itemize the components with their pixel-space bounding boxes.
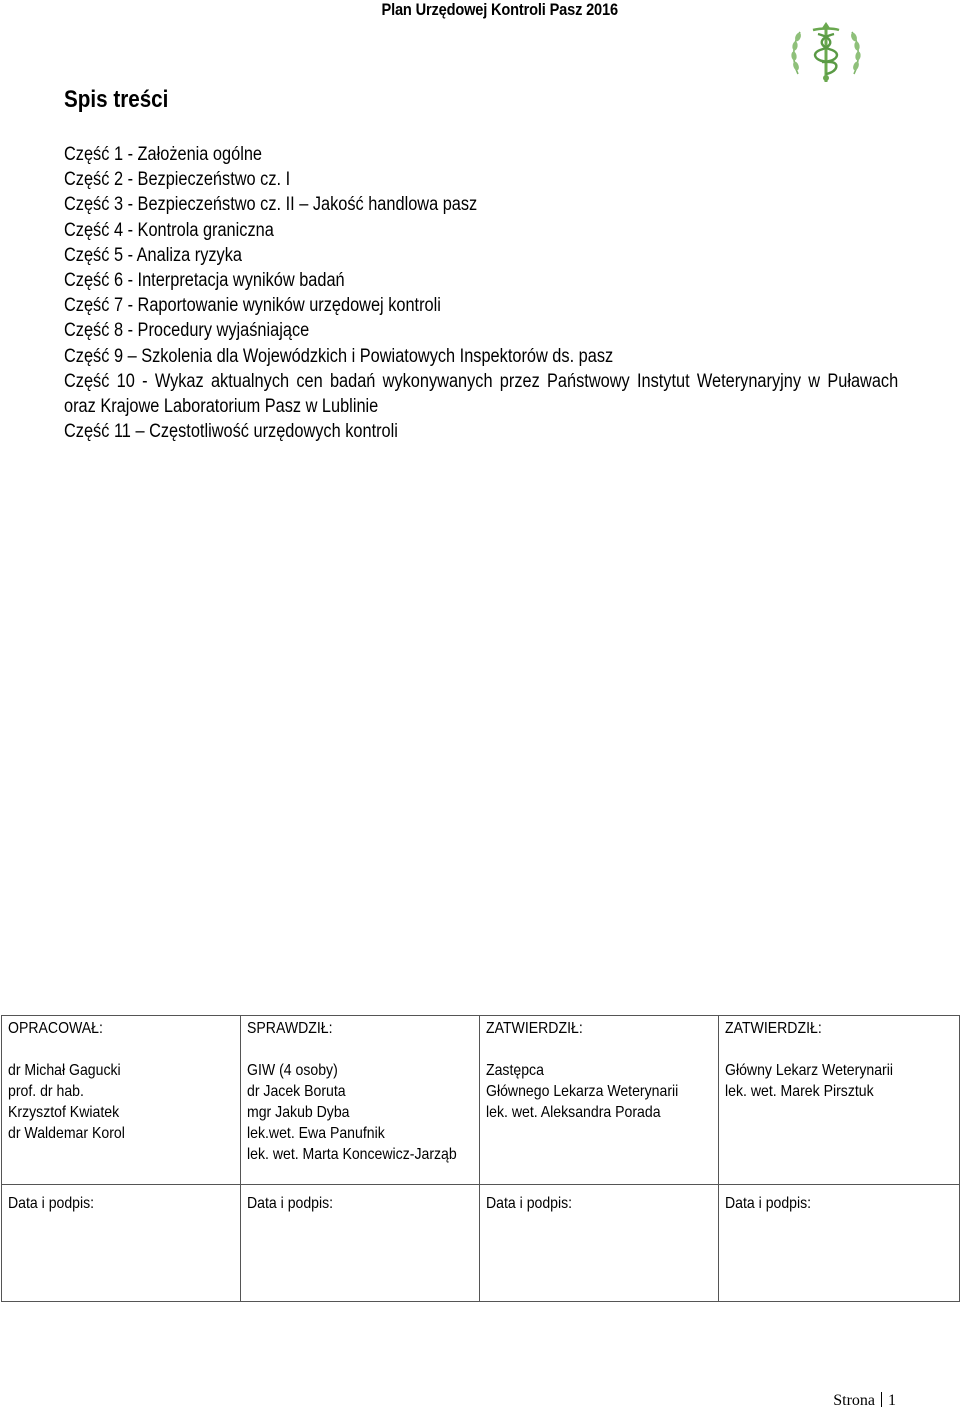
role-label: SPRAWDZIŁ: [247,1020,333,1037]
toc-item: Część 5 - Analiza ryzyka [64,244,242,266]
signature-cell-checked [241,1016,480,1185]
toc-item: Część 10 - Wykaz aktualnych cen badań wykonywanych przez Państwowy Instytut Weterynaryjny w Puławach oraz Krajowe Laboratorium Pasz w Lublinie [64,370,899,418]
toc-item: Część 4 - Kontrola graniczna [64,219,274,241]
signature-cell-approved-deputy [480,1016,719,1185]
signatory-name: lek.wet. Ewa Panufnik [247,1125,385,1142]
signatory-name: dr Michał Gagucki [8,1062,121,1079]
toc-item: Część 3 - Bezpieczeństwo cz. II – Jakość handlowa pasz [64,194,478,216]
footer-separator [881,1392,882,1407]
toc-item: Część 8 - Procedury wyjaśniające [64,320,310,342]
signature-table [1,1015,960,1302]
toc-item: Część 9 – Szkolenia dla Wojewódzkich i Powiatowych Inspektorów ds. pasz [64,345,614,367]
signatory-name: GIW (4 osoby) [247,1062,338,1079]
veterinary-caduceus-emblem [788,18,864,88]
signature-cell-approved-chief [719,1016,960,1185]
signatory-name: dr Waldemar Korol [8,1125,125,1142]
toc-item: Część 1 - Założenia ogólne [64,144,263,165]
signatory-name: lek. wet. Marta Koncewicz-Jarząb [247,1146,457,1163]
signatory-names [725,1060,954,1102]
signature-roles-row [2,1016,960,1185]
signatory-name: Główny Lekarz Weterynarii [725,1062,893,1079]
date-signature-cell [719,1185,960,1302]
date-signature-cell [2,1185,241,1302]
signatory-name: lek. wet. Marek Pirsztuk [725,1083,874,1100]
toc-item: Część 11 – Częstotliwość urzędowych kontroli [64,421,398,443]
signatory-name: dr Jacek Boruta [247,1083,346,1100]
role-label: ZATWIERDZIŁ: [486,1020,583,1037]
date-signature-label: Data i podpis: [8,1195,95,1212]
signatory-name: Zastępca [486,1062,544,1079]
role-label: OPRACOWAŁ: [8,1020,103,1037]
signature-date-row [2,1185,960,1302]
page-label: Strona [833,1392,875,1409]
date-signature-label: Data i podpis: [247,1195,334,1212]
toc-item: Część 6 - Interpretacja wyników badań [64,270,345,292]
table-of-contents [64,142,958,444]
role-label: ZATWIERDZIŁ: [725,1020,822,1037]
page-number-footer [833,1392,896,1410]
signatory-names [486,1060,715,1123]
signatory-name: Głównego Lekarza Weterynarii [486,1083,679,1100]
date-signature-cell [241,1185,480,1302]
toc-item: Część 2 - Bezpieczeństwo cz. I [64,169,291,191]
document-title: Spis treści [64,86,169,113]
page-number: 1 [888,1392,896,1409]
signature-cell-prepared [2,1016,241,1185]
date-signature-label: Data i podpis: [725,1195,812,1212]
signatory-name: mgr Jakub Dyba [247,1104,350,1121]
toc-item: Część 7 - Raportowanie wyników urzędowej kontroli [64,295,441,317]
signatory-names [8,1060,237,1144]
running-header-title: Plan Urzędowej Kontroli Pasz 2016 [381,0,618,19]
signatory-name: lek. wet. Aleksandra Porada [486,1104,661,1121]
signatory-names [247,1060,476,1165]
date-signature-label: Data i podpis: [486,1195,573,1212]
signatory-name: prof. dr hab. [8,1083,84,1100]
signatory-name: Krzysztof Kwiatek [8,1104,120,1121]
date-signature-cell [480,1185,719,1302]
